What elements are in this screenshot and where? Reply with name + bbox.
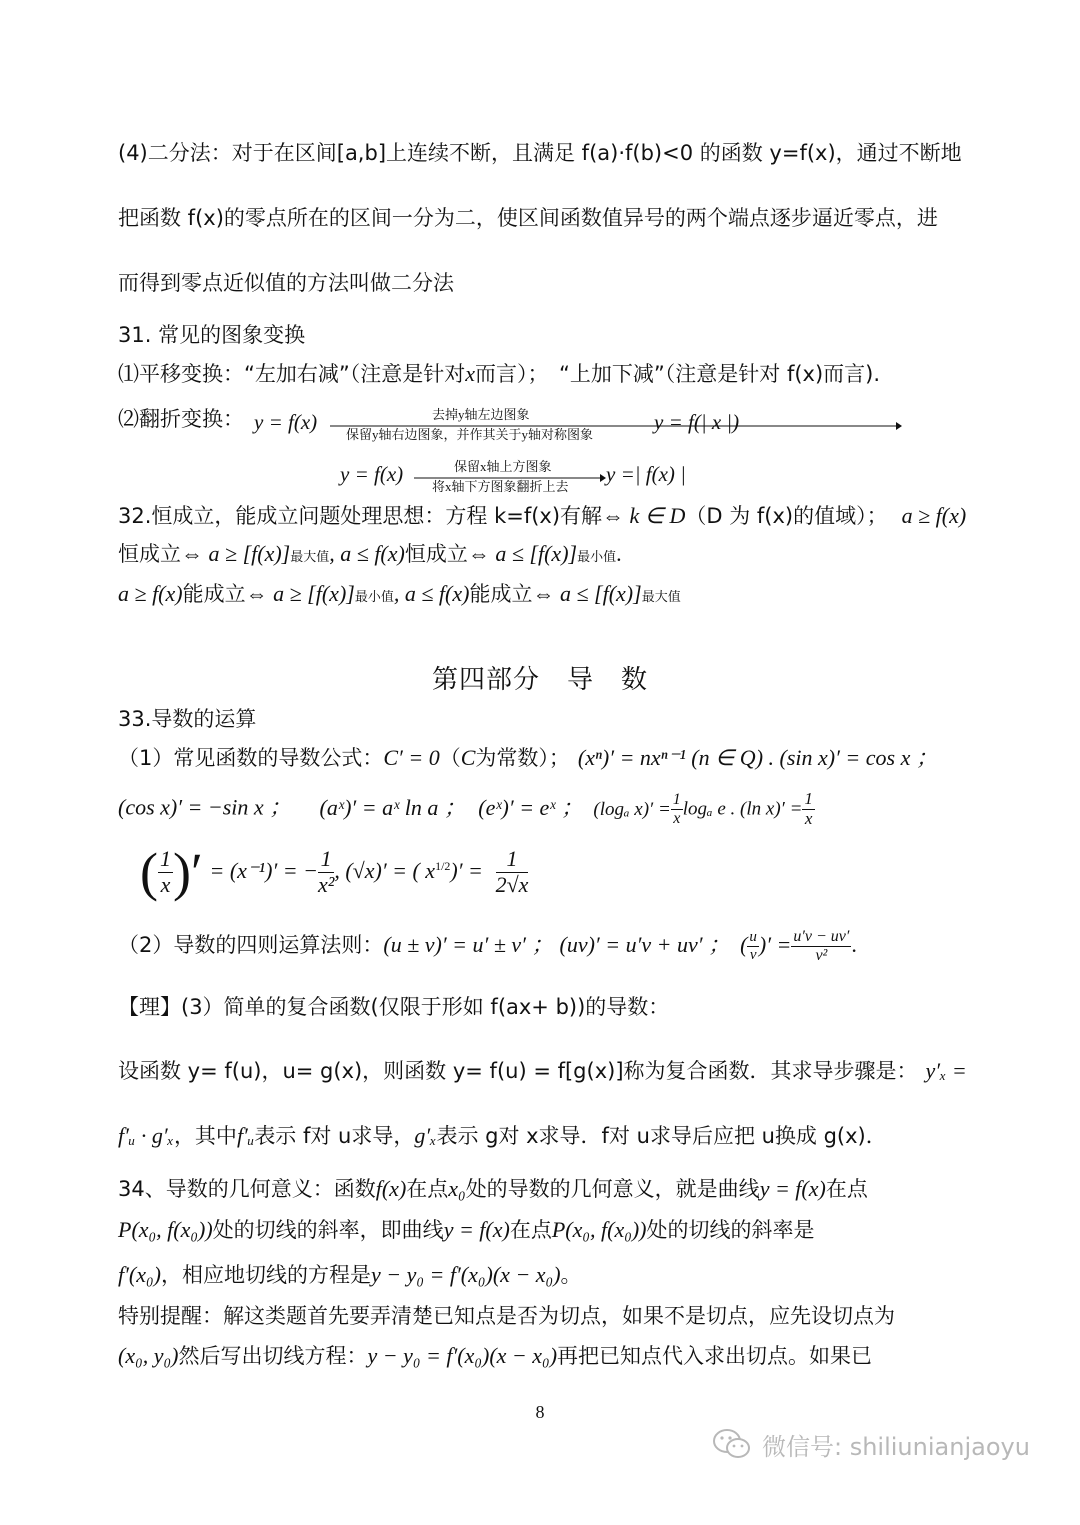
s34-l2-m3: P(x₀, f(x₀)) xyxy=(551,1217,647,1242)
s33-p3-frac1 xyxy=(158,847,173,896)
s34-l1-m2: x₀ xyxy=(448,1176,466,1201)
s33-p3-frac3 xyxy=(496,847,529,896)
s32-l2-a: 恒成立 xyxy=(118,542,181,566)
s33-p4-frac-uv xyxy=(747,929,759,963)
s33-p2-frac1 xyxy=(671,791,683,827)
translation-text-b: 而言）； “上加下减”（注意是针对 f(x)而言). xyxy=(475,362,881,386)
bisection-line-3: 而得到零点近似值的方法叫做二分法 xyxy=(118,271,454,295)
s33-p7-c: 表示 g对 x求导．f对 u求导后应把 u换成 g(x)． xyxy=(436,1124,887,1148)
s33-p4-m3b: )′ = xyxy=(758,932,792,958)
section-34-line-2 xyxy=(118,1215,968,1245)
s32-l3-b: 能成立 xyxy=(469,582,533,606)
s34-l5-b: 再把已知点代入求出切点。如果已 xyxy=(557,1344,873,1368)
paren-close-1: )′ xyxy=(172,842,203,902)
s33-p3-frac2-den: x² xyxy=(317,871,335,897)
s34-l3-b: 。 xyxy=(560,1263,582,1287)
s33-p7-a: ，其中 xyxy=(173,1124,237,1148)
s33-p1-a: （1）常见函数的导数公式： xyxy=(118,746,384,770)
s34-l2-b: 在点 xyxy=(509,1218,552,1242)
s33-p4-m2: (uv)′ = u′v + uv′ ； xyxy=(559,932,731,958)
section-32-line-2 xyxy=(118,539,968,573)
s34-l5-a: 然后写出切线方程： xyxy=(178,1344,368,1368)
s34-l1-a: 34、导数的几何意义：函数 xyxy=(118,1177,376,1201)
s32-l1-c: a ≥ f(x) xyxy=(901,503,967,528)
s34-l1-m1: f(x) xyxy=(375,1176,407,1201)
s33-p1-c: C xyxy=(460,745,476,770)
s34-l3-m1: f′(x₀) xyxy=(118,1262,161,1287)
section-34-line-1 xyxy=(118,1174,968,1204)
s33-p1-d: 为常数）； xyxy=(475,746,570,770)
s33-p4-frac-quot xyxy=(791,928,851,964)
s33-p3-frac3-num: 1 xyxy=(496,847,529,872)
s33-p4-a: （2）导数的四则运算法则： xyxy=(118,933,384,958)
transform-2-top-label: 保留x轴上方图象 xyxy=(454,459,552,474)
composite-function-line-1 xyxy=(118,1056,968,1086)
s33-p4-end: . xyxy=(851,932,857,958)
s32-l2-m3: ⇔ a ≤ [f(x)] xyxy=(467,541,578,566)
s33-p3-frac3-den: 2√x xyxy=(495,871,529,897)
s33-p3-frac2 xyxy=(318,847,334,896)
bisection-line-1: (4)二分法：对于在区间[a,b]上连续不断，且满足 f(a)·f(b)<0 的函数 y=f(x)，通过不断地 xyxy=(118,141,962,165)
s33-p2-frac1-den: x xyxy=(673,809,681,827)
s32-l2-m1: ⇔ a ≥ [f(x)] xyxy=(181,541,291,566)
composite-function-line-2 xyxy=(118,1121,968,1151)
s33-p4-frac-uv-num: u xyxy=(749,929,757,946)
s34-l2-m1: P(x₀, f(x₀)) xyxy=(118,1217,213,1242)
s34-l2-c: 处的切线的斜率是 xyxy=(646,1218,815,1242)
s33-p4-m3a: ( xyxy=(740,932,748,958)
s33-p2-m3: (eˣ)′ = eˣ ； xyxy=(478,794,584,820)
paren-open-1: ( xyxy=(140,842,158,902)
s33-p2-m2: (aˣ)′ = aˣ ln a ； xyxy=(319,794,466,820)
derivative-formulas-line-2 xyxy=(118,790,968,828)
transform-2-right: y =| f(x) | xyxy=(606,462,686,486)
s33-p2-frac1-num: 1 xyxy=(672,791,681,809)
s33-p2-m4a: (logₐ x)′ = xyxy=(593,798,671,820)
s33-p3-frac1-num: 1 xyxy=(159,846,171,872)
section-31-heading: 31. 常见的图象变换 xyxy=(118,323,306,347)
s34-l1-d: 在点 xyxy=(825,1177,868,1201)
s33-p6-a: 设函数 y= f(u)，u= g(x)，则函数 y= f(u) = f[g(x)]称为复合函数．其求导步骤是： xyxy=(118,1059,918,1083)
s32-l1-math: ⇔ k ∈ D xyxy=(602,503,686,528)
s32-l2-end: . xyxy=(616,541,622,566)
s34-l1-b: 在点 xyxy=(406,1177,449,1201)
s33-p1-m1: C′ = 0 xyxy=(383,745,440,770)
s33-p2-frac2 xyxy=(802,790,815,828)
transform-1-top-label: 去掉y轴左边图象 xyxy=(432,407,530,422)
derivative-formulas-line-3 xyxy=(118,836,968,902)
section-32-line-3 xyxy=(118,579,968,613)
translation-text-a: ⑴平移变换：“左加右减”（注意是针对 xyxy=(118,362,466,386)
s34-l1-c: 处的导数的几何意义，就是曲线 xyxy=(465,1177,760,1201)
s33-p3-frac1-den: x xyxy=(160,871,171,897)
special-reminder-line-1: 特别提醒：解这类题首先要弄清楚已知点是否为切点，如果不是切点，应先设切点为 xyxy=(118,1304,895,1328)
special-reminder-line-2 xyxy=(118,1341,968,1371)
derivative-formulas-line-1 xyxy=(118,743,968,773)
s33-p7-m1: f′ᵤ · g′ₓ xyxy=(118,1123,174,1148)
s33-p3-exp: 1/2 xyxy=(435,859,451,873)
s34-l5-m1: (x₀, y₀) xyxy=(118,1343,179,1368)
s33-p3-m4: , (√x)′ = ( x xyxy=(334,858,436,883)
s33-p1-b: （ xyxy=(439,746,461,770)
s33-p2-m4b: logₐ e . (ln x)′ = xyxy=(682,798,803,820)
section-34-line-3 xyxy=(118,1260,968,1290)
s32-l3-m2: ⇔ a ≥ [f(x)] xyxy=(245,581,355,606)
s32-l2-sub1: 最大值 xyxy=(290,550,330,565)
s33-p2-m1: (cos x)′ = −sin x ； xyxy=(118,794,292,820)
s33-p4-frac-quot-num: u′v − uv′ xyxy=(793,928,850,945)
transform-1-left: y = f(x) xyxy=(254,410,318,434)
section-32-line-1 xyxy=(118,501,968,531)
section-33-heading: 33.导数的运算 xyxy=(118,707,257,731)
s32-l1-a: 32.恒成立，能成立问题处理思想：方程 k=f(x)有解 xyxy=(118,504,603,528)
s32-l3-m1: a ≥ f(x) xyxy=(118,581,183,606)
s32-l3-a: 能成立 xyxy=(182,582,246,606)
s33-p7-m3: g′ₓ xyxy=(414,1123,437,1148)
s32-l2-m2: , a ≤ f(x) xyxy=(329,541,405,566)
flip-label: ⑵翻折变换： xyxy=(118,407,244,431)
s33-p3-frac2-num: 1 xyxy=(318,847,334,872)
s34-l3-a: ，相应地切线的方程是 xyxy=(161,1263,371,1287)
s33-p4-frac-uv-den: v xyxy=(749,946,757,963)
s34-l5-m2: y − y₀ = f′(x₀)(x − x₀) xyxy=(367,1343,558,1368)
s34-l3-m2: y − y₀ = f′(x₀)(x − x₀) xyxy=(371,1262,561,1287)
s33-p7-m2: f′ᵤ xyxy=(236,1123,255,1148)
s34-l2-a: 处的切线的斜率，即曲线 xyxy=(212,1218,444,1242)
transform-1-bottom-label: 保留y轴右边图象，并作其关于y轴对称图象 xyxy=(346,427,594,442)
s33-p6-m: y′ₓ = xyxy=(925,1058,967,1083)
s32-l3-m4: ⇔ a ≤ [f(x)] xyxy=(532,581,642,606)
wechat-icon xyxy=(712,1427,752,1461)
s32-l1-b: （D 为 f(x)的值域）； xyxy=(685,504,888,528)
s32-l2-b: 恒成立 xyxy=(404,542,468,566)
translation-rule xyxy=(118,359,968,389)
transform-1-right: y = f(| x |) xyxy=(654,410,740,434)
s34-l2-m2: y = f(x) xyxy=(443,1217,510,1242)
transform-2-bottom-label: 将x轴下方图象翻折上去 xyxy=(432,479,569,494)
derivative-rules-line xyxy=(118,928,968,964)
s33-p4-m1: (u ± v)′ = u′ ± v′ ； xyxy=(383,932,554,958)
s33-p4-frac-quot-den: v² xyxy=(815,946,828,964)
s33-p1-m2: (xⁿ)′ = nxⁿ⁻¹ (n ∈ Q) . (sin x)′ = cos x ； xyxy=(577,745,938,770)
page-number: 8 xyxy=(535,1402,545,1422)
transform-2-left: y = f(x) xyxy=(340,462,404,486)
watermark-text: 微信号: shiliunianjaoyu xyxy=(762,1432,1030,1461)
s34-l1-m3: y = f(x) xyxy=(759,1176,826,1201)
s32-l3-m3: , a ≤ f(x) xyxy=(393,581,470,606)
s32-l3-sub2: 最大值 xyxy=(641,590,681,605)
s33-p3-m2: = (x⁻¹)′ = − xyxy=(209,858,318,883)
translation-var-x: x xyxy=(465,361,476,386)
s32-l3-sub1: 最小值 xyxy=(354,590,394,605)
s33-p2-frac2-den: x xyxy=(804,808,813,828)
watermark xyxy=(712,1424,1030,1464)
s33-p3-m4b: )′ = xyxy=(450,858,483,883)
s33-p7-b: 表示 f对 u求导， xyxy=(254,1124,415,1148)
part-4-title: 第四部分 导 数 xyxy=(431,665,648,695)
s33-p2-frac2-num: 1 xyxy=(804,789,813,808)
bisection-line-2: 把函数 f(x)的零点所在的区间一分为二，使区间函数值异号的两个端点逐步逼近零点，进 xyxy=(118,206,938,230)
composite-function-heading: 【理】(3）简单的复合函数(仅限于形如 f(ax+ b))的导数： xyxy=(118,995,670,1019)
s32-l2-sub2: 最小值 xyxy=(577,550,617,565)
